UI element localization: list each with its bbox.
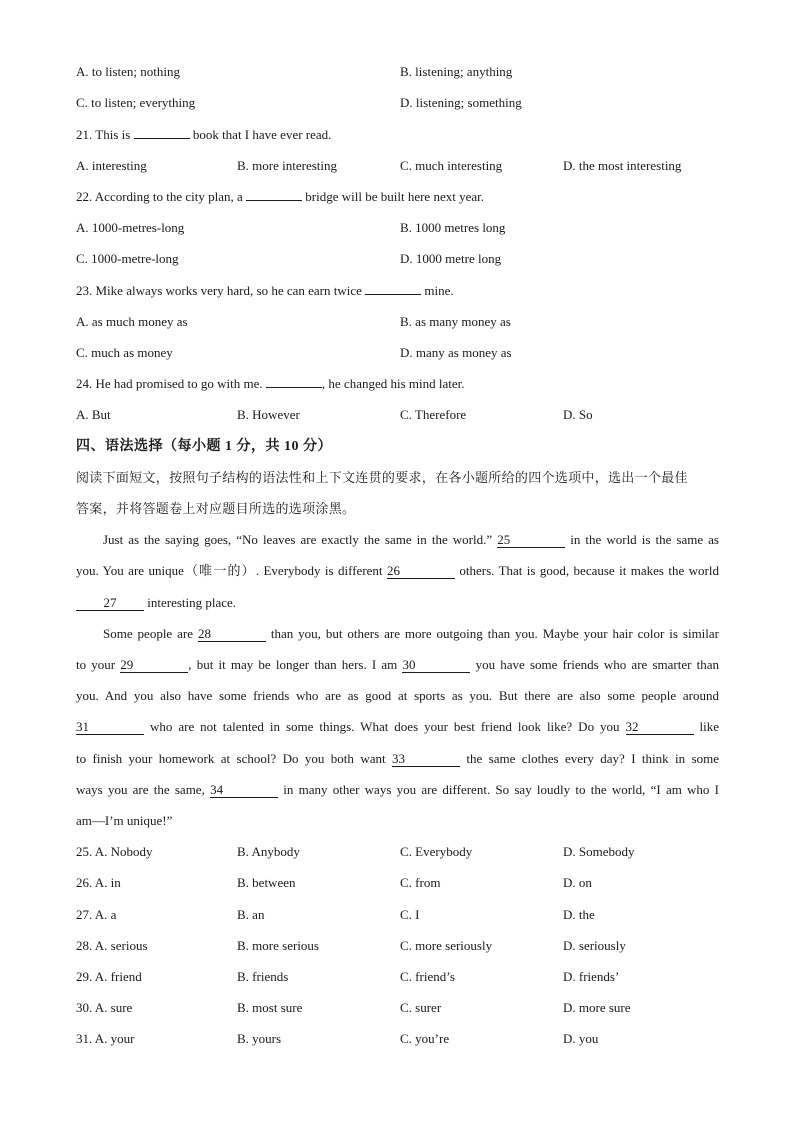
option-d: D. listening; something	[400, 95, 522, 110]
option-a: A. 1000-metres-long	[76, 220, 185, 235]
item-30-options	[76, 998, 720, 1018]
option-c: C. you’re	[400, 1031, 450, 1046]
blank-27: 27	[76, 596, 144, 611]
option-c: C. much as money	[76, 345, 173, 360]
question-stem: 21. This is	[76, 127, 134, 142]
blank-26: 26	[387, 564, 455, 579]
option-b: B. friends	[237, 969, 289, 984]
option-c: C. Therefore	[400, 407, 467, 422]
item-27-options	[76, 905, 720, 925]
option-c: C. much interesting	[400, 158, 503, 173]
option-b: B. Anybody	[237, 844, 300, 859]
question-stem: 23. Mike always works very hard, so he can earn twice	[76, 283, 366, 298]
passage-line: 27 interesting place.	[76, 593, 719, 613]
option-d: D. seriously	[563, 938, 626, 953]
option-c: C. from	[400, 875, 441, 890]
question-stem: , he changed his mind later.	[321, 376, 465, 391]
option-b: B. However	[237, 407, 300, 422]
q23-options-row-2	[76, 343, 720, 363]
option-d: D. more sure	[563, 1000, 631, 1015]
option-a: A. But	[76, 407, 111, 422]
q21-options	[76, 156, 720, 176]
q20-options-row-2	[76, 93, 720, 113]
option-a: A. interesting	[76, 158, 147, 173]
option-a: 31. A. your	[76, 1031, 135, 1046]
question-23	[76, 281, 720, 301]
option-a: 28. A. serious	[76, 938, 148, 953]
passage-line: you. You are unique（唯一的）. Everybody is different 26 others. That is good, because it makes the world	[76, 563, 719, 578]
answer-blank	[266, 387, 322, 388]
option-d: D. the	[563, 907, 595, 922]
q22-options-row-1	[76, 218, 720, 238]
option-c: C. surer	[400, 1000, 442, 1015]
option-b: B. most sure	[237, 1000, 303, 1015]
passage-line: to finish your homework at school? Do you both want 33 the same clothes every day? I think in some	[76, 751, 720, 766]
option-a: A. to listen; nothing	[76, 64, 180, 79]
option-c: C. more seriously	[400, 938, 493, 953]
q23-options-row-1	[76, 312, 720, 332]
q24-options	[76, 405, 720, 425]
option-a: 29. A. friend	[76, 969, 142, 984]
option-b: B. as many money as	[400, 314, 511, 329]
option-d: D. the most interesting	[563, 158, 682, 173]
item-29-options	[76, 967, 720, 987]
option-b: B. more interesting	[237, 158, 338, 173]
item-26-options	[76, 873, 720, 893]
q20-options-row-1	[76, 62, 720, 82]
question-22	[76, 187, 720, 207]
option-d: D. 1000 metre long	[400, 251, 502, 266]
option-d: D. you	[563, 1031, 599, 1046]
option-a: A. as much money as	[76, 314, 188, 329]
blank-31: 31	[76, 720, 144, 735]
answer-blank	[246, 200, 302, 201]
question-stem: book that I have ever read.	[189, 127, 332, 142]
question-24	[76, 374, 720, 394]
item-28-options	[76, 936, 720, 956]
option-b: B. listening; anything	[400, 64, 513, 79]
blank-29: 29	[120, 658, 188, 673]
option-c: C. Everybody	[400, 844, 473, 859]
section-instruction: 阅读下面短文，按照句子结构的语法性和上下文连贯的要求，在各小题所给的四个选项中，选出一个最佳	[76, 470, 688, 485]
option-a: 25. A. Nobody	[76, 844, 153, 859]
blank-25: 25	[497, 533, 565, 548]
passage-line: you. And you also have some friends who are as good at sports as you. But there are also some people around	[76, 688, 719, 703]
question-21	[76, 125, 720, 145]
option-c: C. I	[400, 907, 420, 922]
passage-line: Some people are 28 than you, but others are more outgoing than you. Maybe your hair color is similar	[103, 626, 719, 641]
passage-line: Just as the saying goes, “No leaves are exactly the same in the world.” 25 in the world is the same as	[103, 532, 719, 547]
option-a: 30. A. sure	[76, 1000, 133, 1015]
passage-line: ways you are the same, 34 in many other ways you are different. So say loudly to the world, “I am who I	[76, 782, 719, 797]
option-b: B. between	[237, 875, 296, 890]
option-d: D. friends’	[563, 969, 620, 984]
q22-options-row-2	[76, 249, 720, 269]
section-heading: 四、语法选择（每小题 1 分，共 10 分）	[76, 439, 332, 454]
option-a: 26. A. in	[76, 875, 121, 890]
option-c: C. to listen; everything	[76, 95, 196, 110]
passage-line: 31 who are not talented in some things. What does your best friend look like? Do you 32 like	[76, 719, 720, 734]
option-c: C. friend’s	[400, 969, 455, 984]
question-stem: mine.	[421, 283, 454, 298]
question-stem: bridge will be built here next year.	[302, 189, 484, 204]
option-b: B. yours	[237, 1031, 282, 1046]
option-c: C. 1000-metre-long	[76, 251, 179, 266]
item-31-options	[76, 1029, 720, 1049]
option-a: 27. A. a	[76, 907, 117, 922]
section-instruction: 答案，并将答题卷上对应题目所选的选项涂黑。	[76, 501, 356, 516]
option-b: B. 1000 metres long	[400, 220, 506, 235]
item-25-options	[76, 842, 720, 862]
blank-34: 34	[210, 783, 278, 798]
option-d: D. Somebody	[563, 844, 635, 859]
question-stem: 22. According to the city plan, a	[76, 189, 247, 204]
blank-28: 28	[198, 627, 266, 642]
option-d: D. many as money as	[400, 345, 512, 360]
option-d: D. on	[563, 875, 592, 890]
blank-33: 33	[392, 752, 460, 767]
option-b: B. more serious	[237, 938, 319, 953]
passage-line: to your 29 , but it may be longer than hers. I am 30 you have some friends who are smarter than	[76, 657, 719, 672]
answer-blank	[134, 138, 190, 139]
answer-blank	[365, 294, 421, 295]
passage-line: am—I’m unique!”	[76, 813, 173, 828]
option-d: D. So	[563, 407, 593, 422]
question-stem: 24. He had promised to go with me.	[76, 376, 266, 391]
option-b: B. an	[237, 907, 265, 922]
blank-32: 32	[626, 720, 694, 735]
blank-30: 30	[402, 658, 470, 673]
